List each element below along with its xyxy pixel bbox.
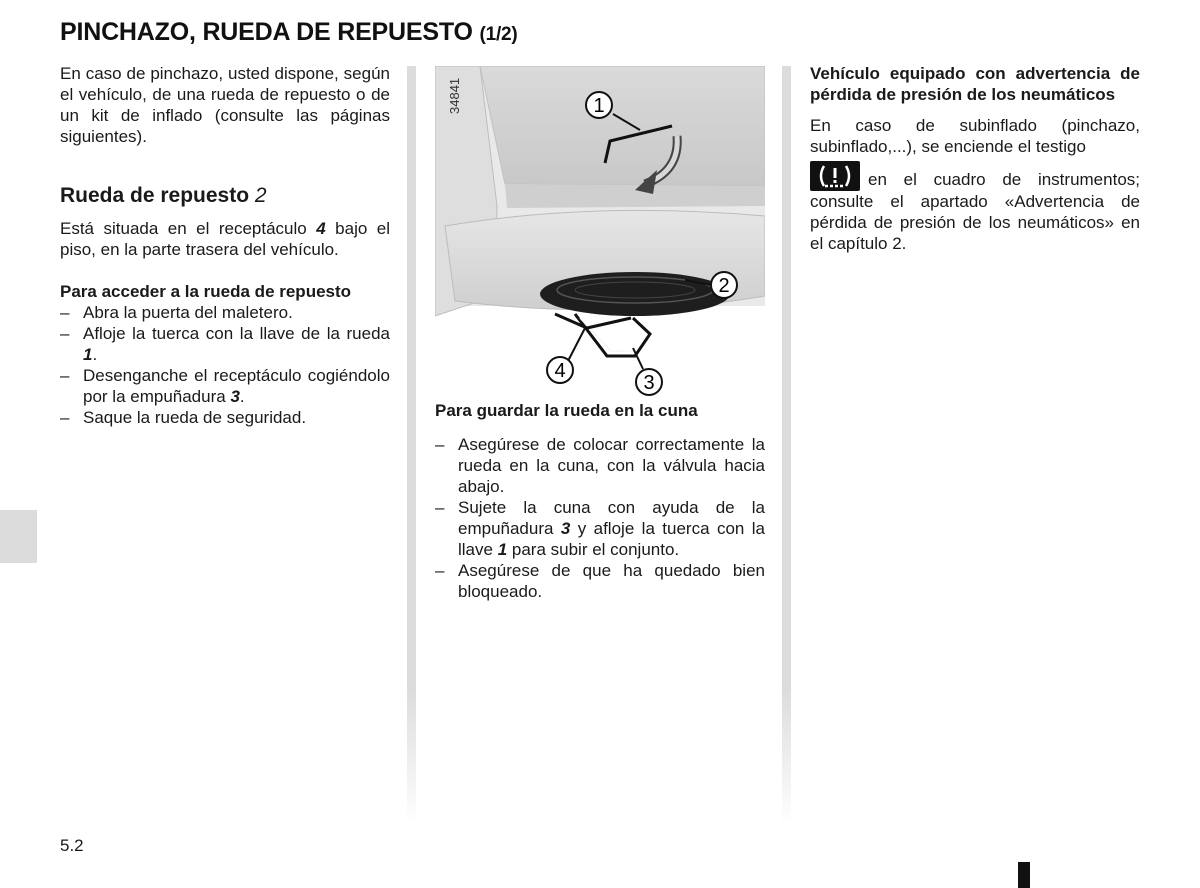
- section-heading-number: 2: [254, 184, 267, 207]
- column-left: [60, 63, 390, 428]
- tpms-heading: Vehículo equipado con advertencia de pérdida de presión de los neumáticos: [810, 64, 1140, 104]
- access-subheading: Para acceder a la rueda de repuesto: [60, 282, 352, 301]
- page-title-part: (1/2): [479, 24, 518, 45]
- access-step: [60, 323, 390, 365]
- intro-paragraph: En caso de pinchazo, usted dispone, según el vehículo, de una rueda de repuesto o de un kit de inflado (consulte las páginas siguientes).: [60, 64, 390, 146]
- location-text-b: bajo el piso, en la parte trasera del vehículo.: [60, 219, 390, 259]
- section-heading-text: Rueda de repuesto: [60, 184, 250, 207]
- callout-3-label: 3: [643, 372, 655, 394]
- store-steps-list: [435, 434, 765, 602]
- page-title-main: PINCHAZO, RUEDA DE REPUESTO: [60, 18, 473, 46]
- step-ref-1: 1: [83, 345, 93, 364]
- step-ref-3: 3: [230, 387, 240, 406]
- store-step: – Asegúrese de que ha quedado bien bloqueado.: [435, 560, 765, 602]
- chapter-tab: [0, 510, 37, 563]
- access-steps-list: [60, 302, 390, 428]
- wheel-cradle: [575, 314, 650, 356]
- callout-2-label: 2: [718, 275, 730, 297]
- page-number: 5.2: [60, 836, 84, 855]
- access-step: [60, 365, 390, 407]
- page-corner-marker: [1018, 862, 1030, 888]
- step-text: Sujete la cuna con ayuda de la empuñadura: [458, 498, 765, 538]
- location-text-a: Está situada en el receptáculo: [60, 219, 317, 238]
- column-middle: [435, 400, 765, 602]
- location-paragraph: [60, 218, 390, 260]
- page-title: [60, 18, 518, 47]
- callout-4-label: 4: [554, 360, 566, 382]
- tire-pressure-warning-icon-svg: [810, 161, 860, 191]
- trunk-floor: [480, 66, 765, 186]
- location-ref-4: 4: [316, 219, 326, 238]
- step-ref-1: 1: [497, 540, 508, 559]
- step-text: .: [92, 345, 98, 364]
- spare-wheel: [540, 272, 730, 316]
- access-step: – Abra la puerta del maletero.: [60, 302, 390, 323]
- column-right: [810, 63, 1140, 254]
- column-divider-2: [782, 66, 791, 826]
- trunk-sill: [505, 184, 765, 208]
- tire-pressure-warning-icon: [810, 161, 860, 191]
- step-ref-3: 3: [560, 519, 571, 538]
- tpms-text: en el cuadro de instrumentos; consulte el apartado «Advertencia de pérdida de presión de los neumáticos» en el capítulo 2.: [810, 170, 1140, 253]
- store-step: – Asegúrese de colocar correctamente la rueda en la cuna, con la válvula hacia abajo.: [435, 434, 765, 497]
- cradle-handle: [555, 314, 631, 328]
- callout-4: [547, 328, 585, 383]
- spare-wheel-illustration: [435, 66, 765, 396]
- step-text: .: [239, 387, 245, 406]
- column-divider-1: [407, 66, 416, 826]
- callout-1-label: 1: [593, 95, 605, 117]
- store-subheading: Para guardar la rueda en la cuna: [435, 401, 698, 420]
- step-text: y afloje la tuerca con la llave: [458, 519, 765, 559]
- store-step: [435, 497, 765, 560]
- callout-3: [633, 348, 662, 395]
- tpms-paragraph-2: [810, 161, 1140, 254]
- access-step: – Saque la rueda de seguridad.: [60, 407, 390, 428]
- section-heading-spare-wheel: [60, 185, 390, 206]
- figure-reference-number: 34841: [447, 77, 462, 114]
- callout-4-leader: [568, 328, 585, 361]
- illustration-svg: [435, 66, 765, 396]
- tpms-paragraph-1: En caso de subinflado (pinchazo, subinflado,...), se enciende el testigo: [810, 116, 1140, 156]
- step-text: Desenganche el receptáculo cogiéndolo por la empuñadura: [83, 366, 390, 406]
- step-text: para subir el conjunto.: [507, 540, 680, 559]
- step-text: Afloje la tuerca con la llave de la rueda: [83, 324, 390, 343]
